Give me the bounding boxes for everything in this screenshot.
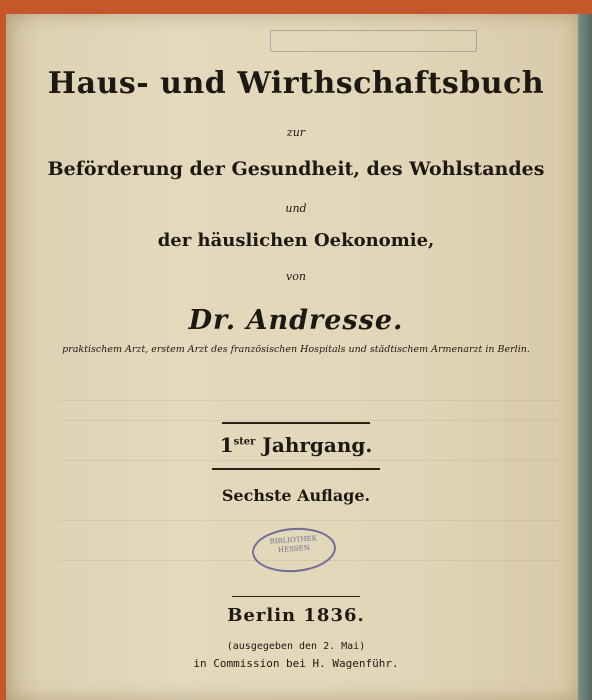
bleed-through-line [60,520,560,521]
library-stamp: BIBLIOTHEK HESSEN [251,525,338,575]
edition: Sechste Auflage. [221,486,371,505]
divider-rule [232,596,360,597]
conjunction: und [285,202,307,215]
subtitle-line-2: der häuslichen Oekonomie, [157,230,435,251]
book-title: Haus- und Wirthschaftsbuch [47,66,545,101]
issue-date: (ausgegeben den 2. Mai) [226,641,366,652]
title-page [6,14,578,700]
divider-rule [222,422,370,424]
place-year: Berlin 1836. [227,605,365,626]
bleed-through-line [60,420,560,421]
by-line: von [286,270,306,283]
volume-label: $1^{ster}$ Jahrgang. [219,433,373,457]
publisher-commission: in Commission bei H. Wagenführ. [193,657,399,670]
author-name: Dr. Andresse. [188,305,404,336]
book-cover-edge [578,14,592,700]
divider-rule [212,468,380,470]
pencil-annotation [270,30,477,52]
bleed-through-line [60,400,560,401]
preposition: zur [286,126,306,139]
author-credentials: praktischem Arzt, erstem Arzt des französischen Hospitals und städtischem Armenarzt in Berlin. [62,344,530,355]
subtitle-line-1: Beförderung der Gesundheit, des Wohlstandes [47,158,545,180]
bleed-through-line [60,460,560,461]
